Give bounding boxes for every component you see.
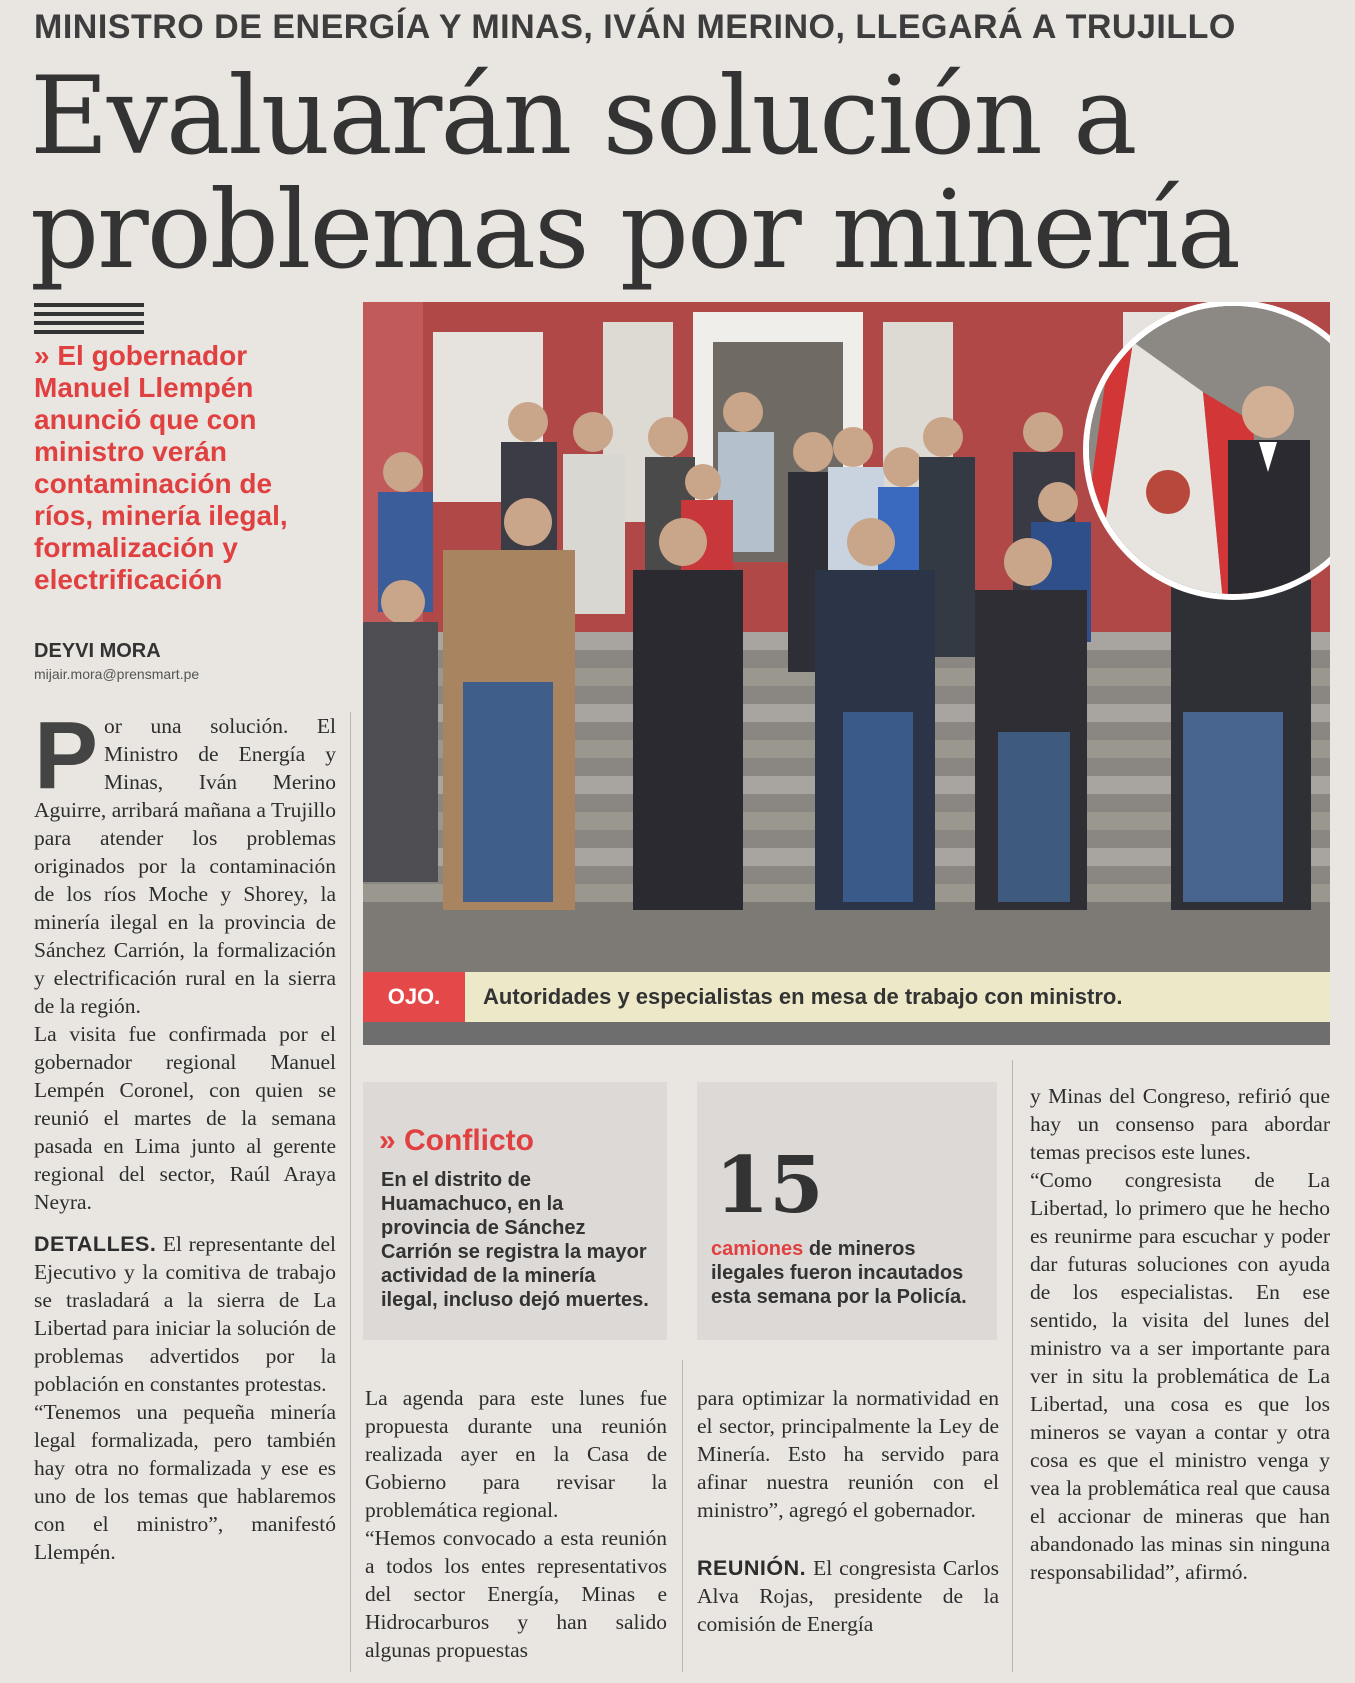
stat-box (697, 1082, 997, 1340)
paragraph: para optimizar la normatividad en el sector, principalmente la Ley de Minería. Esto ha servido para afinar nuestra reunión con el ministro”, agregó el gobernador. (697, 1386, 999, 1522)
lead-text: El gobernador Manuel Llempén anunció que con ministro verán contaminación de ríos, minería ilegal, formalización y electrificación (34, 340, 288, 595)
paragraph: “Tenemos una pequeña minería legal formalizada, pero también hay otra no formalizada y ese es uno de los temas que hablaremos con el ministro”, manifestó Llempén. (34, 1400, 336, 1564)
column-divider (350, 712, 351, 1672)
photo-caption (363, 972, 1330, 1022)
lead-summary (34, 340, 334, 596)
column-1 (34, 702, 336, 1566)
lead-arrow: » (34, 340, 50, 371)
column-divider (1012, 1060, 1013, 1672)
paragraph: DETALLES. El representante del Ejecutivo y la comitiva de trabajo se trasladará a la sierra de La Libertad para iniciar la solución de problemas advertidos por la población en constantes protestas. (34, 1232, 336, 1396)
column-3 (697, 1384, 999, 1638)
decorative-rules (34, 303, 144, 339)
stat-highlight: camiones (711, 1238, 804, 1260)
paragraph: y Minas del Congreso, refirió que hay un consenso para abordar temas precisos este lunes. (1030, 1084, 1330, 1164)
author-email: mijair.mora@prensmart.pe (34, 666, 200, 682)
column-4 (1030, 1082, 1330, 1586)
kicker: MINISTRO DE ENERGÍA Y MINAS, IVÁN MERINO, LLEGARÁ A TRUJILLO (34, 8, 1236, 46)
headline-line-2: problemas por minería (30, 168, 1240, 293)
caption-text: Autoridades y especialistas en mesa de trabajo con ministro. (483, 984, 1123, 1009)
conflict-text: En el distrito de Huamachuco, en la provincia de Sánchez Carrión se registra la mayor actividad de la minería ilegal, incluso dejó muertes. (381, 1169, 649, 1311)
dropcap: P (34, 702, 99, 809)
subhead-detalles: DETALLES. (34, 1232, 157, 1256)
headline (30, 54, 1330, 293)
photo-bottom-strip (363, 1022, 1330, 1045)
byline: DEYVI MORA (34, 640, 161, 662)
subhead-reunion: REUNIÓN. (697, 1556, 807, 1580)
paragraph: La agenda para este lunes fue propuesta durante una reunión realizada ayer en la Casa de Gobierno para revisar la problemática regional. (365, 1386, 667, 1522)
headline-line-1: Evaluarán solución a (30, 54, 1136, 179)
paragraph: “Como congresista de La Libertad, lo primero que he hecho es reunirme para escuchar y poder dar futuras soluciones con ayuda de los especialistas. En ese sentido, la visita del lunes del ministro va a ser importante para ver in situ la problemática de La Libertad, una cosa es que los mineros se vayan a contar y otra cosa es que el ministro venga y vea la problemática real que causa el accionar de mineras que han abandonado las minas sin ninguna responsabilidad”, afirmó. (1030, 1168, 1330, 1584)
paragraph: La visita fue confirmada por el gobernador regional Manuel Lempén Coronel, con quien se reunió el martes de la semana pasada en Lima junto al gerente regional del sector, Raúl Araya Neyra. (34, 1022, 336, 1214)
paragraph: Por una solución. El Ministro de Energía y Minas, Iván Merino Aguirre, arribará mañana a Trujillo para atender los problemas originados por la contaminación de los ríos Moche y Shorey, la minería ilegal en la provincia de Sánchez Carrión, la formalización y electrificación rural en la sierra de la región. (34, 702, 336, 1018)
stat-text: camiones de mineros ilegales fueron incautados esta semana por la Policía. (711, 1238, 967, 1308)
news-photo (363, 302, 1330, 1045)
conflict-title: » Conflicto (379, 1124, 534, 1157)
column-divider (682, 1360, 683, 1672)
conflict-box (363, 1082, 667, 1340)
caption-tag: OJO. (363, 972, 465, 1022)
column-2 (365, 1384, 667, 1664)
stat-number: 15 (715, 1140, 824, 1231)
paragraph: REUNIÓN. El congresista Carlos Alva Rojas, presidente de la comisión de Energía (697, 1556, 999, 1636)
paragraph: “Hemos convocado a esta reunión a todos los entes representativos del sector Energía, Minas e Hidrocarburos y han salido algunas propuestas (365, 1526, 667, 1662)
photo-illustration (363, 302, 1330, 1045)
